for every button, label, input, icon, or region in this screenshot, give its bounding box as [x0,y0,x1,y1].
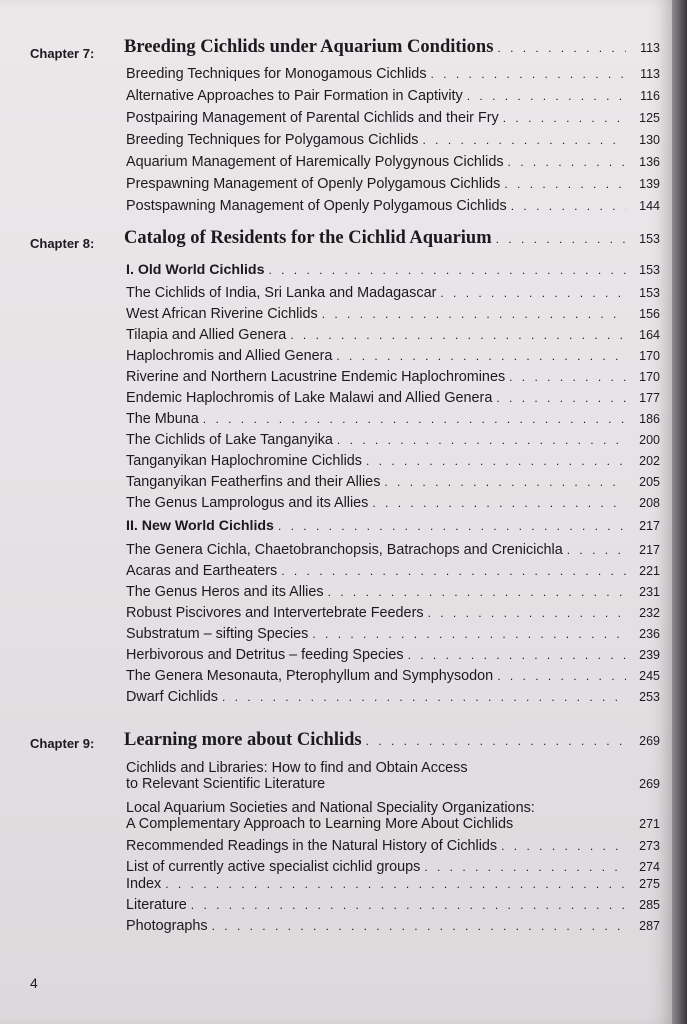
chapter-title-row [124,37,660,58]
page-number: 113 [640,41,660,55]
toc-entry: Breeding Techniques for Monogamous Cichlids . . . 113 [126,66,660,83]
toc-entry: Tanganyikan Featherfins and their Allies . . . 205 [126,474,660,491]
toc-entry-multiline: Cichlids and Libraries: How to find and Obtain Access to Relevant Scientific Literature 269 [126,760,660,792]
toc-entry: Postpairing Management of Parental Cichlids and their Fry . . . 125 [126,110,660,127]
toc-entry: The Genera Mesonauta, Pterophyllum and Symphysodon . . . 245 [126,668,660,685]
toc-entry: The Cichlids of India, Sri Lanka and Madagascar . . . 153 [126,285,660,302]
toc-entry: Postspawning Management of Openly Polygamous Cichlids . . . 144 [126,198,660,215]
toc-entry: Index . . . 275 [126,876,660,893]
toc-entry: Aquarium Management of Haremically Polygynous Cichlids . . . 136 [126,154,660,171]
toc-entry: Haplochromis and Allied Genera . . . 170 [126,348,660,365]
toc-entry: Tanganyikan Haplochromine Cichlids . . . 202 [126,453,660,470]
toc-entry: Breeding Techniques for Polygamous Cichlids . . . 130 [126,132,660,149]
toc-entry: Acaras and Eartheaters . . . 221 [126,563,660,580]
toc-entry: Endemic Haplochromis of Lake Malawi and Allied Genera . . . 177 [126,390,660,407]
chapter-title-row [124,730,660,751]
dot-leader [366,734,626,748]
toc-entry: Robust Piscivores and Intervertebrate Feeders . . . 232 [126,605,660,622]
toc-section: I. Old World Cichlids . . . 153 [126,262,660,279]
chapter-label: Chapter 8: [30,236,95,251]
chapter-label: Chapter 7: [30,46,95,61]
chapter-title: Catalog of Residents for the Cichlid Aquarium [124,228,492,248]
toc-entry: The Genus Heros and its Allies . . . 231 [126,584,660,601]
toc-entry: Photographs . . . 287 [126,918,660,935]
toc-entry: The Genera Cichla, Chaetobranchopsis, Batrachops and Crenicichla . . . 217 [126,542,660,559]
toc-section: II. New World Cichlids . . . 217 [126,518,660,535]
chapter-label: Chapter 9: [30,736,95,751]
page-number: 153 [639,232,660,246]
page-folio: 4 [30,975,38,991]
toc-entry: The Cichlids of Lake Tanganyika . . . 200 [126,432,660,449]
toc-entry: Recommended Readings in the Natural History of Cichlids . . . 273 [126,838,660,855]
toc-entry: West African Riverine Cichlids . . . 156 [126,306,660,323]
toc-entry: Substratum – sifting Species . . . 236 [126,626,660,643]
toc-entry: Dwarf Cichlids . . . 253 [126,689,660,706]
toc-entry: Prespawning Management of Openly Polygamous Cichlids . . . 139 [126,176,660,193]
book-binding-edge [672,0,687,1024]
toc-entry: The Mbuna . . . 186 [126,411,660,428]
page-number: 269 [639,734,660,748]
toc-entry: Literature . . . 285 [126,897,660,914]
toc-entry: Riverine and Northern Lacustrine Endemic Haplochromines . . . 170 [126,369,660,386]
toc-entry: List of currently active specialist cichlid groups . . . 274 [126,859,660,876]
dot-leader [496,232,626,246]
chapter-title-row [124,228,660,249]
toc-entry: Alternative Approaches to Pair Formation in Captivity . . . 116 [126,88,660,105]
toc-entry-multiline: Local Aquarium Societies and National Speciality Organizations: A Complementary Approach to Learning More About Cichlids 271 [126,800,660,832]
chapter-title: Breeding Cichlids under Aquarium Conditions [124,37,494,57]
chapter-title: Learning more about Cichlids [124,730,362,750]
dot-leader [497,41,626,55]
toc-entry: Herbivorous and Detritus – feeding Species . . . 239 [126,647,660,664]
toc-entry: Tilapia and Allied Genera . . . 164 [126,327,660,344]
toc-entry: The Genus Lamprologus and its Allies . . . 208 [126,495,660,512]
